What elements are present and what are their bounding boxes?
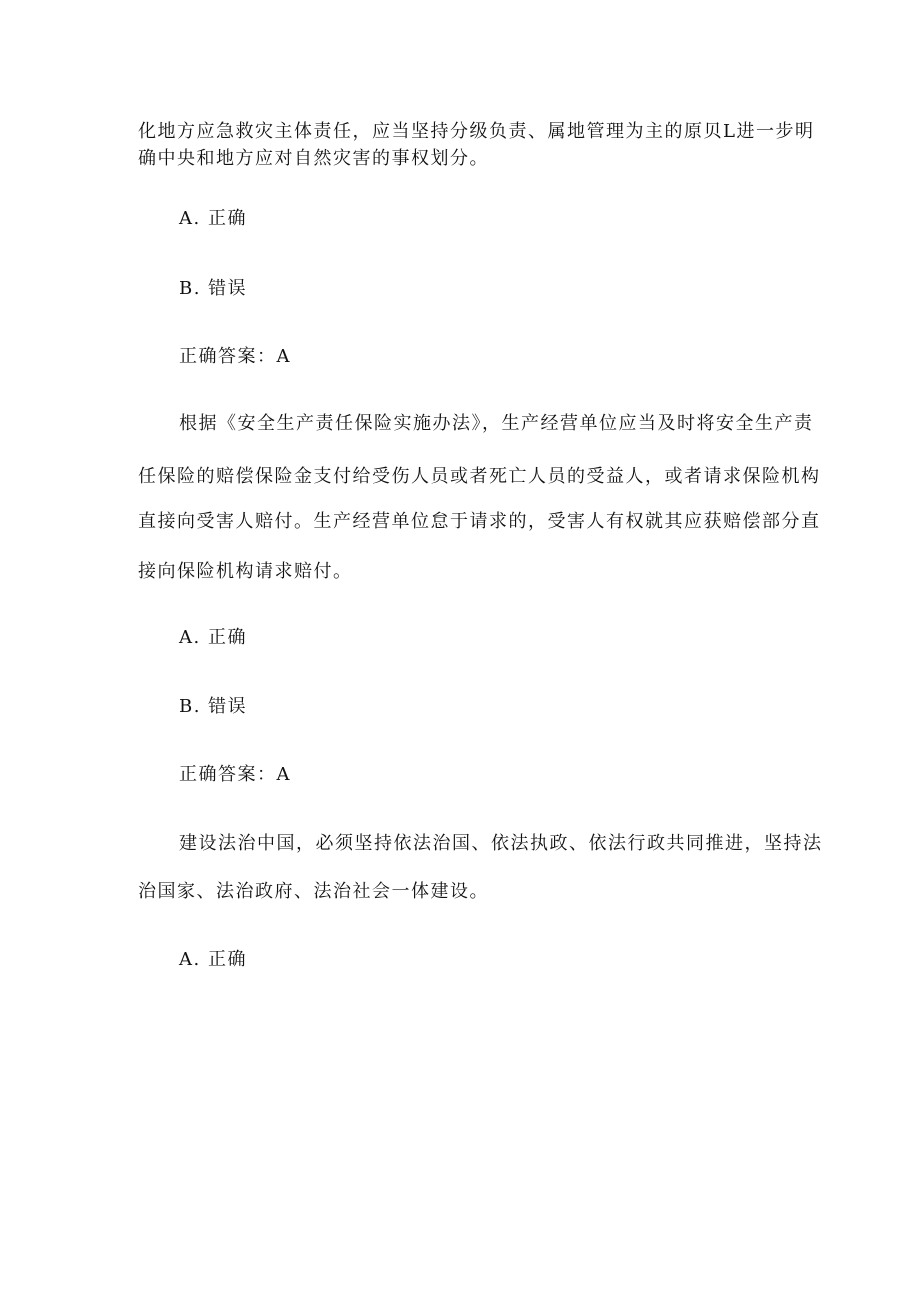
q1-text-line-2: 确中央和地方应对自然灾害的事权划分。 bbox=[138, 148, 489, 169]
q2-text-line-2: 任保险的赔偿保险金支付给受伤人员或者死亡人员的受益人，或者请求保险机构 bbox=[138, 466, 821, 487]
q2-text-line-4: 接向保险机构请求赔付。 bbox=[138, 561, 353, 582]
q2-option-a: A. 正确 bbox=[179, 627, 247, 648]
q2-text-line-1: 根据《安全生产责任保险实施办法》，生产经营单位应当及时将安全生产责 bbox=[179, 413, 814, 434]
q2-answer: 正确答案：A bbox=[179, 764, 291, 785]
q2-text-line-3: 直接向受害人赔付。生产经营单位怠于请求的，受害人有权就其应获赔偿部分直 bbox=[138, 511, 821, 532]
q3-text-line-2: 治国家、法治政府、法治社会一体建设。 bbox=[138, 881, 489, 902]
q3-text-line-1: 建设法治中国，必须坚持依法治国、依法执政、依法行政共同推进，坚持法 bbox=[179, 833, 823, 854]
q1-option-b: B. 错误 bbox=[179, 278, 248, 299]
q1-text-line-1: 化地方应急救灾主体责任，应当坚持分级负责、属地管理为主的原贝L进一步明 bbox=[138, 121, 815, 142]
q2-option-b: B. 错误 bbox=[179, 696, 248, 717]
q1-option-a: A. 正确 bbox=[179, 208, 247, 229]
q1-answer: 正确答案：A bbox=[179, 346, 291, 367]
q3-option-a: A. 正确 bbox=[179, 949, 247, 970]
